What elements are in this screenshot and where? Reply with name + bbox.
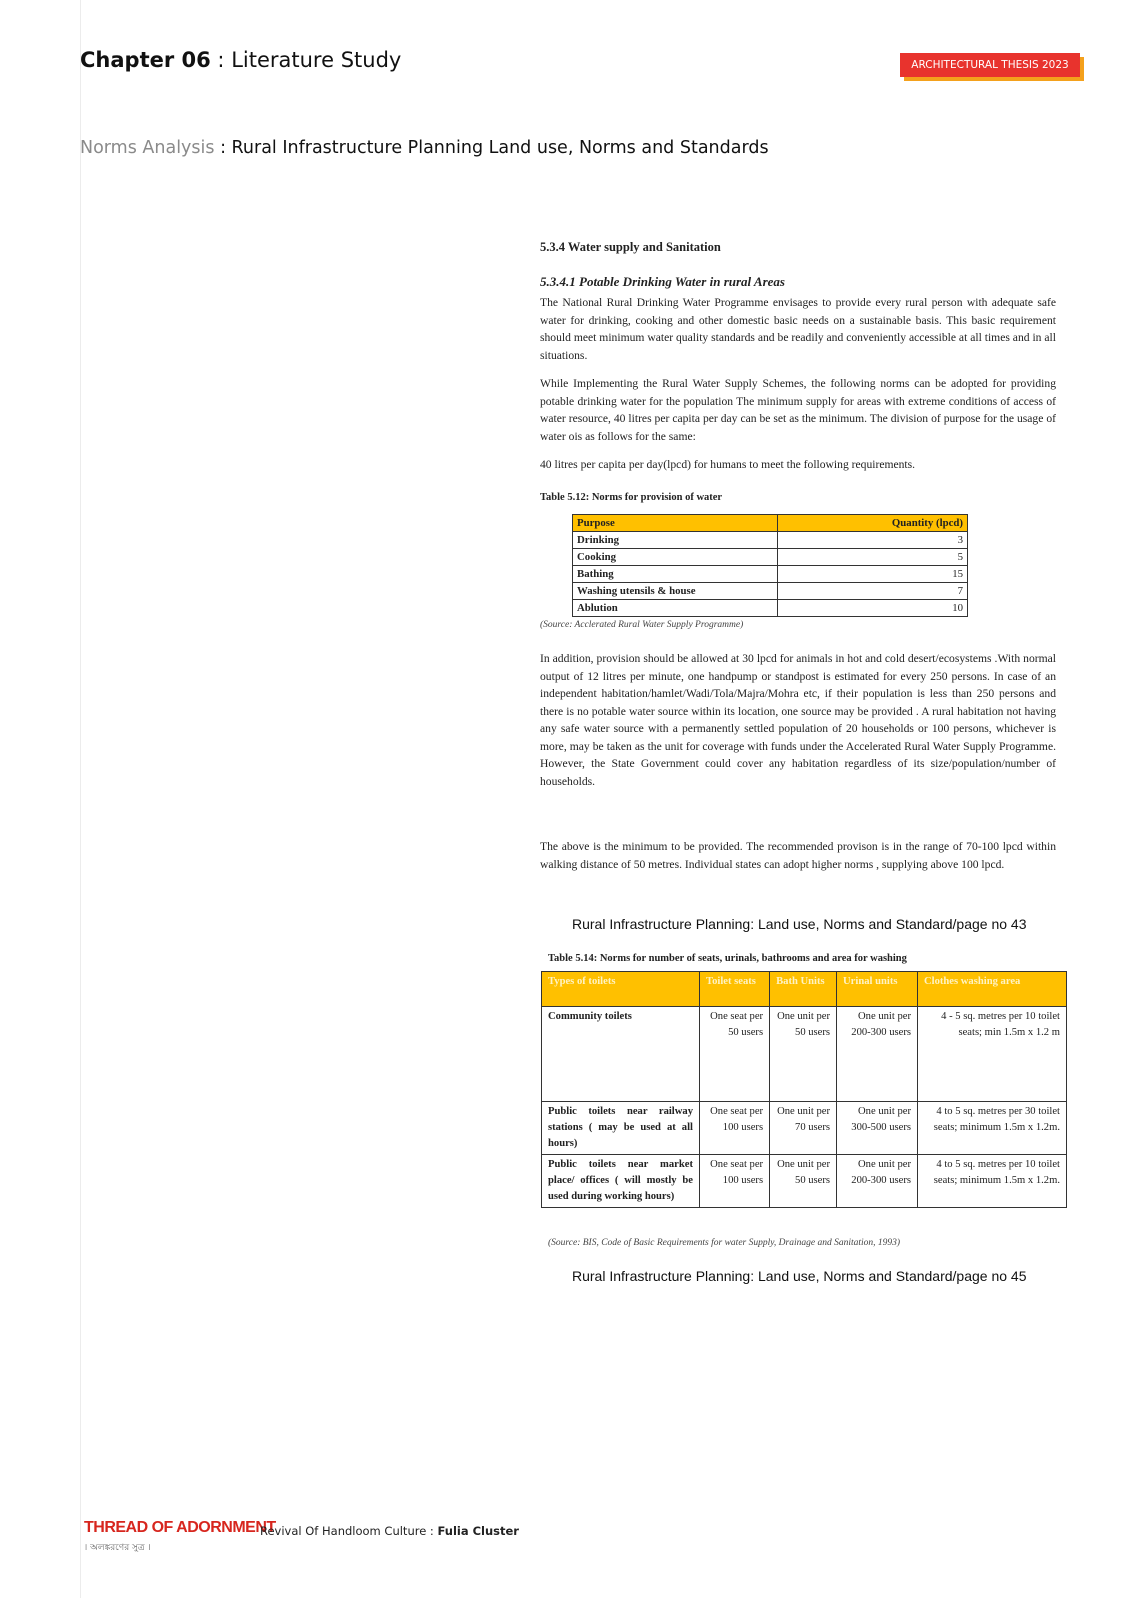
row-purpose: Drinking [573, 532, 778, 549]
header-quantity: Quantity (lpcd) [778, 515, 968, 532]
cell-seats: One seat per 100 users [700, 1155, 770, 1208]
header-toilet-seats: Toilet seats [700, 972, 770, 1007]
paragraph-2: While Implementing the Rural Water Supply Schemes, the following norms can be adopted for providing potable drinking water for the population The minimum supply for areas with extreme conditions of access of water resource, 40 litres per capita per day can be set as the minimum. The division of purpose for the usage of water ois as follows for the same: [540, 377, 1056, 443]
row-purpose: Cooking [573, 549, 778, 566]
cell-washing: 4 - 5 sq. metres per 10 toilet seats; min 1.5m x 1.2 m [918, 1007, 1067, 1102]
cell-washing: 4 to 5 sq. metres per 30 toilet seats; minimum 1.5m x 1.2m. [918, 1102, 1067, 1155]
cell-urinal: One unit per 200-300 users [837, 1155, 918, 1208]
row-purpose: Ablution [573, 600, 778, 617]
row-quantity: 3 [778, 532, 968, 549]
row-quantity: 15 [778, 566, 968, 583]
thread-of-adornment-logo: THREAD OF ADORNMENT [84, 1519, 276, 1536]
cell-bath: One unit per 70 users [770, 1102, 837, 1155]
table-header-row [542, 972, 1067, 1007]
cell-seats: One seat per 50 users [700, 1007, 770, 1102]
cell-type: Public toilets near market place/ offices ( will mostly be used during working hours) [542, 1155, 700, 1208]
header-urinal-units: Urinal units [837, 972, 918, 1007]
cell-seats: One seat per 100 users [700, 1102, 770, 1155]
toilet-norms-table [541, 971, 1067, 1208]
paragraph-5: The above is the minimum to be provided. The recommended provison is in the range of 70-100 lpcd within walking distance of 50 metres. Individual states can adopt higher norms , supplying above 100 lpcd. [540, 840, 1056, 871]
subtitle-separator: : [214, 138, 232, 158]
footer-text-regular: Revival Of Handloom Culture : [260, 1524, 438, 1538]
left-margin-rule [80, 0, 81, 1598]
cell-bath: One unit per 50 users [770, 1155, 837, 1208]
page-reference-43: Rural Infrastructure Planning: Land use, Norms and Standard/page no 43 [572, 916, 1027, 932]
table-row [573, 600, 968, 617]
table-row [542, 1102, 1067, 1155]
table1-caption: Table 5.12: Norms for provision of water [540, 492, 723, 503]
table-row [542, 1007, 1067, 1102]
table-row [573, 549, 968, 566]
paragraph-4: In addition, provision should be allowed at 30 lpcd for animals in hot and cold desert/ecosystems .With normal output of 12 litres per minute, one handpump or standpost is estimated for every 250 persons. In case of an independent habitation/hamlet/Wadi/Tola/Majra/Mohra etc, if their population is less than 250 persons and there is no potable water source within its location, one source may be provided . A rural habitation not having any safe water source with a permanently settled population of 20 households or 100 persons, whichever is more, may be taken as the unit for coverage with funds under the Accelerated Rural Water Supply Programme. However, the State Government could cover any habitation regardless of its size/population/number of households. [540, 652, 1056, 788]
table-row [542, 1155, 1067, 1208]
row-quantity: 10 [778, 600, 968, 617]
paragraph-1: The National Rural Drinking Water Programme envisages to provide every rural person with adequate safe water for drinking, cooking and other domestic basic needs on a sustainable basis. This basic requirement should meet minimum water quality standards and be readily and conveniently accessible at all times and in all situations. [540, 296, 1056, 362]
table-row [573, 566, 968, 583]
header-bath-units: Bath Units [770, 972, 837, 1007]
cell-urinal: One unit per 300-500 users [837, 1102, 918, 1155]
section-subtitle [80, 138, 769, 158]
cell-washing: 4 to 5 sq. metres per 10 toilet seats; minimum 1.5m x 1.2m. [918, 1155, 1067, 1208]
table-row [573, 532, 968, 549]
paragraph-3: 40 litres per capita per day(lpcd) for humans to meet the following requirements. [540, 458, 916, 471]
header-washing-area: Clothes washing area [918, 972, 1067, 1007]
table1-source: (Source: Acclerated Rural Water Supply Programme) [540, 620, 744, 630]
table2-caption: Table 5.14: Norms for number of seats, urinals, bathrooms and area for washing [548, 953, 907, 964]
cell-bath: One unit per 50 users [770, 1007, 837, 1102]
row-purpose: Bathing [573, 566, 778, 583]
row-purpose: Washing utensils & house [573, 583, 778, 600]
row-quantity: 5 [778, 549, 968, 566]
footer-text-bold: Fulia Cluster [437, 1524, 519, 1538]
header-types: Types of toilets [542, 972, 700, 1007]
table-header-row [573, 515, 968, 532]
header-purpose: Purpose [573, 515, 778, 532]
logo-tagline: । অলঙ্করণের সুত্র । [84, 1543, 151, 1553]
subtitle-category: Norms Analysis [80, 138, 215, 158]
chapter-title: Literature Study [231, 48, 402, 72]
row-quantity: 7 [778, 583, 968, 600]
cell-type: Public toilets near railway stations ( may be used at all hours) [542, 1102, 700, 1155]
chapter-heading [80, 48, 401, 72]
cell-type: Community toilets [542, 1007, 700, 1102]
table-row [573, 583, 968, 600]
chapter-separator: : [210, 48, 232, 72]
water-norms-table [572, 514, 968, 617]
subsection-heading: 5.3.4.1 Potable Drinking Water in rural Areas [540, 274, 785, 289]
subtitle-topic: Rural Infrastructure Planning Land use, Norms and Standards [231, 138, 769, 158]
table2-source: (Source: BIS, Code of Basic Requirements for water Supply, Drainage and Sanitation, 1993) [548, 1238, 901, 1248]
cell-urinal: One unit per 200-300 users [837, 1007, 918, 1102]
footer-project-title [260, 1524, 519, 1538]
chapter-number: Chapter 06 [80, 48, 211, 72]
page-reference-45: Rural Infrastructure Planning: Land use, Norms and Standard/page no 45 [572, 1268, 1027, 1284]
section-heading: 5.3.4 Water supply and Sanitation [540, 240, 721, 254]
thesis-badge: ARCHITECTURAL THESIS 2023 [900, 53, 1080, 77]
